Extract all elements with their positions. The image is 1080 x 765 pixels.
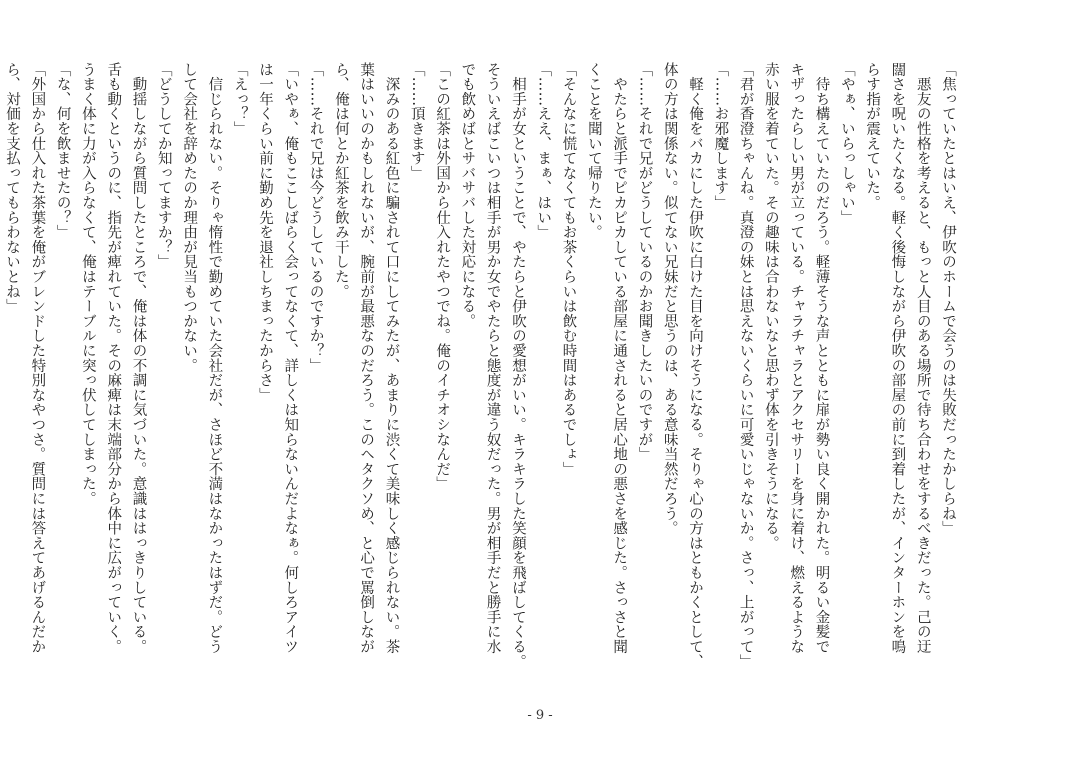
- text-line: ら、対価を支払ってもらわないとね」: [4, 62, 21, 314]
- text-line: そういえばこいつは相手が男か女でやたらと態度が違う奴だった。男が相手だと勝手に水: [484, 62, 501, 654]
- text-line: 葉はいいのかもしれないが、腕前が最悪なのだろう。このヘタクソめ、と心で罵倒しなが: [358, 62, 375, 654]
- text-line: 赤い服を着ていた。その趣味は合わないなと思わず体を引きそうになる。: [762, 62, 779, 551]
- text-line: 闊さを呪いたくなる。軽く後悔しながら伊吹の部屋の前に到着したが、インターホンを鳴: [889, 62, 906, 654]
- text-line: うまく体に力が入らなくて、俺はテーブルに突っ伏してしまった。: [79, 62, 96, 506]
- text-line: やたらと派手でピカピカしている部屋に通されると居心地の悪さを感じた。さっさと聞: [611, 62, 628, 654]
- text-line: 「……ええ、まぁ、はい」: [535, 62, 552, 240]
- body-text: [4, 62, 960, 702]
- text-line: 「外国から仕入れた茶葉を俺がブレンドした特別なやつさ。質問には答えてあげるんだか: [29, 62, 46, 654]
- text-line: 「そんなに慌てなくてもお茶くらいは飲む時間はあるでしょ」: [560, 62, 577, 477]
- text-line: 「……それで兄は今どうしているのですか？」: [307, 62, 324, 373]
- text-line: ら、俺は何とか紅茶を飲み干した。: [332, 62, 349, 299]
- text-line: 深みのある紅色に騙されて口にしてみたが、あまりに渋くて美味しく感じられない。茶: [383, 62, 400, 654]
- text-line: 「えっ？」: [231, 62, 248, 136]
- text-line: 「焦っていたとはいえ、伊吹のホームで会うのは失敗だったかしらね」: [940, 62, 956, 536]
- text-line: でも飲めばとサバサバした対応になる。: [459, 62, 476, 329]
- text-line: 「……頂きます」: [408, 62, 425, 181]
- text-line: 「やぁ、いらっしゃい」: [838, 62, 855, 225]
- text-line: 信じられない。そりゃ惰性で勤めていた会社だが、さほど不満はなかったはずだ。どう: [206, 62, 223, 654]
- text-line: 「どうしてか知ってますか？」: [155, 62, 172, 270]
- text-line: 体の方は関係ない。似てない兄妹だと思うのは、ある意味当然だろう。: [661, 62, 678, 536]
- text-line: 軽く俺をバカにした伊吹に白けた目を向けそうになる。そりゃ心の方はともかくとして、: [687, 62, 704, 669]
- text-line: 舌も動くというのに、指先が痺れていた。その麻痺は末端部分から体中に広がっていく。: [105, 62, 122, 654]
- text-line: らす指が震えていた。: [864, 62, 881, 210]
- text-line: して会社を辞めたのか理由が見当もつかない。: [181, 62, 198, 373]
- text-line: 「君が香澄ちゃんね。真澄の妹とは思えないくらいに可愛いじゃないか。さっ、上がって」: [737, 62, 754, 669]
- text-line: 「……お邪魔します」: [712, 62, 729, 210]
- text-line: くことを聞いて帰りたい。: [585, 62, 602, 240]
- text-line: 相手が女ということで、やたらと伊吹の愛想がいい。キラキラした笑顔を飛ばしてくる。: [509, 62, 526, 669]
- text-line: 悪友の性格を考えると、もっと人目のある場所で待ち合わせをするべきだった。己の迂: [914, 62, 931, 654]
- page-number: - 9 -: [527, 708, 553, 723]
- text-line: キザったらしい男が立っている。チャラチャラとアクセサリーを身に着け、燃えるような: [788, 62, 805, 654]
- text-line: 動揺しながら質問したところで、俺は体の不調に気づいた。意識ははっきりしている。: [130, 62, 147, 654]
- text-line: は一年くらい前に勤め先を退社しちまったからさ」: [256, 62, 273, 403]
- text-line: 「……それで兄がどうしているのかお聞きしたいのですが」: [636, 62, 653, 462]
- text-line: 「いやぁ、俺もここしばらく会ってなくて、詳しくは知らないんだよなぁ。何しろアイツ: [282, 62, 299, 654]
- text-line: 待ち構えていたのだろう。軽薄そうな声とともに扉が勢い良く開かれた。明るい金髪で: [813, 62, 830, 654]
- text-line: 「この紅茶は外国から仕入れたやつでね。俺のイチオシなんだ」: [434, 62, 451, 492]
- text-line: 「な、何を飲ませたの？」: [54, 62, 71, 240]
